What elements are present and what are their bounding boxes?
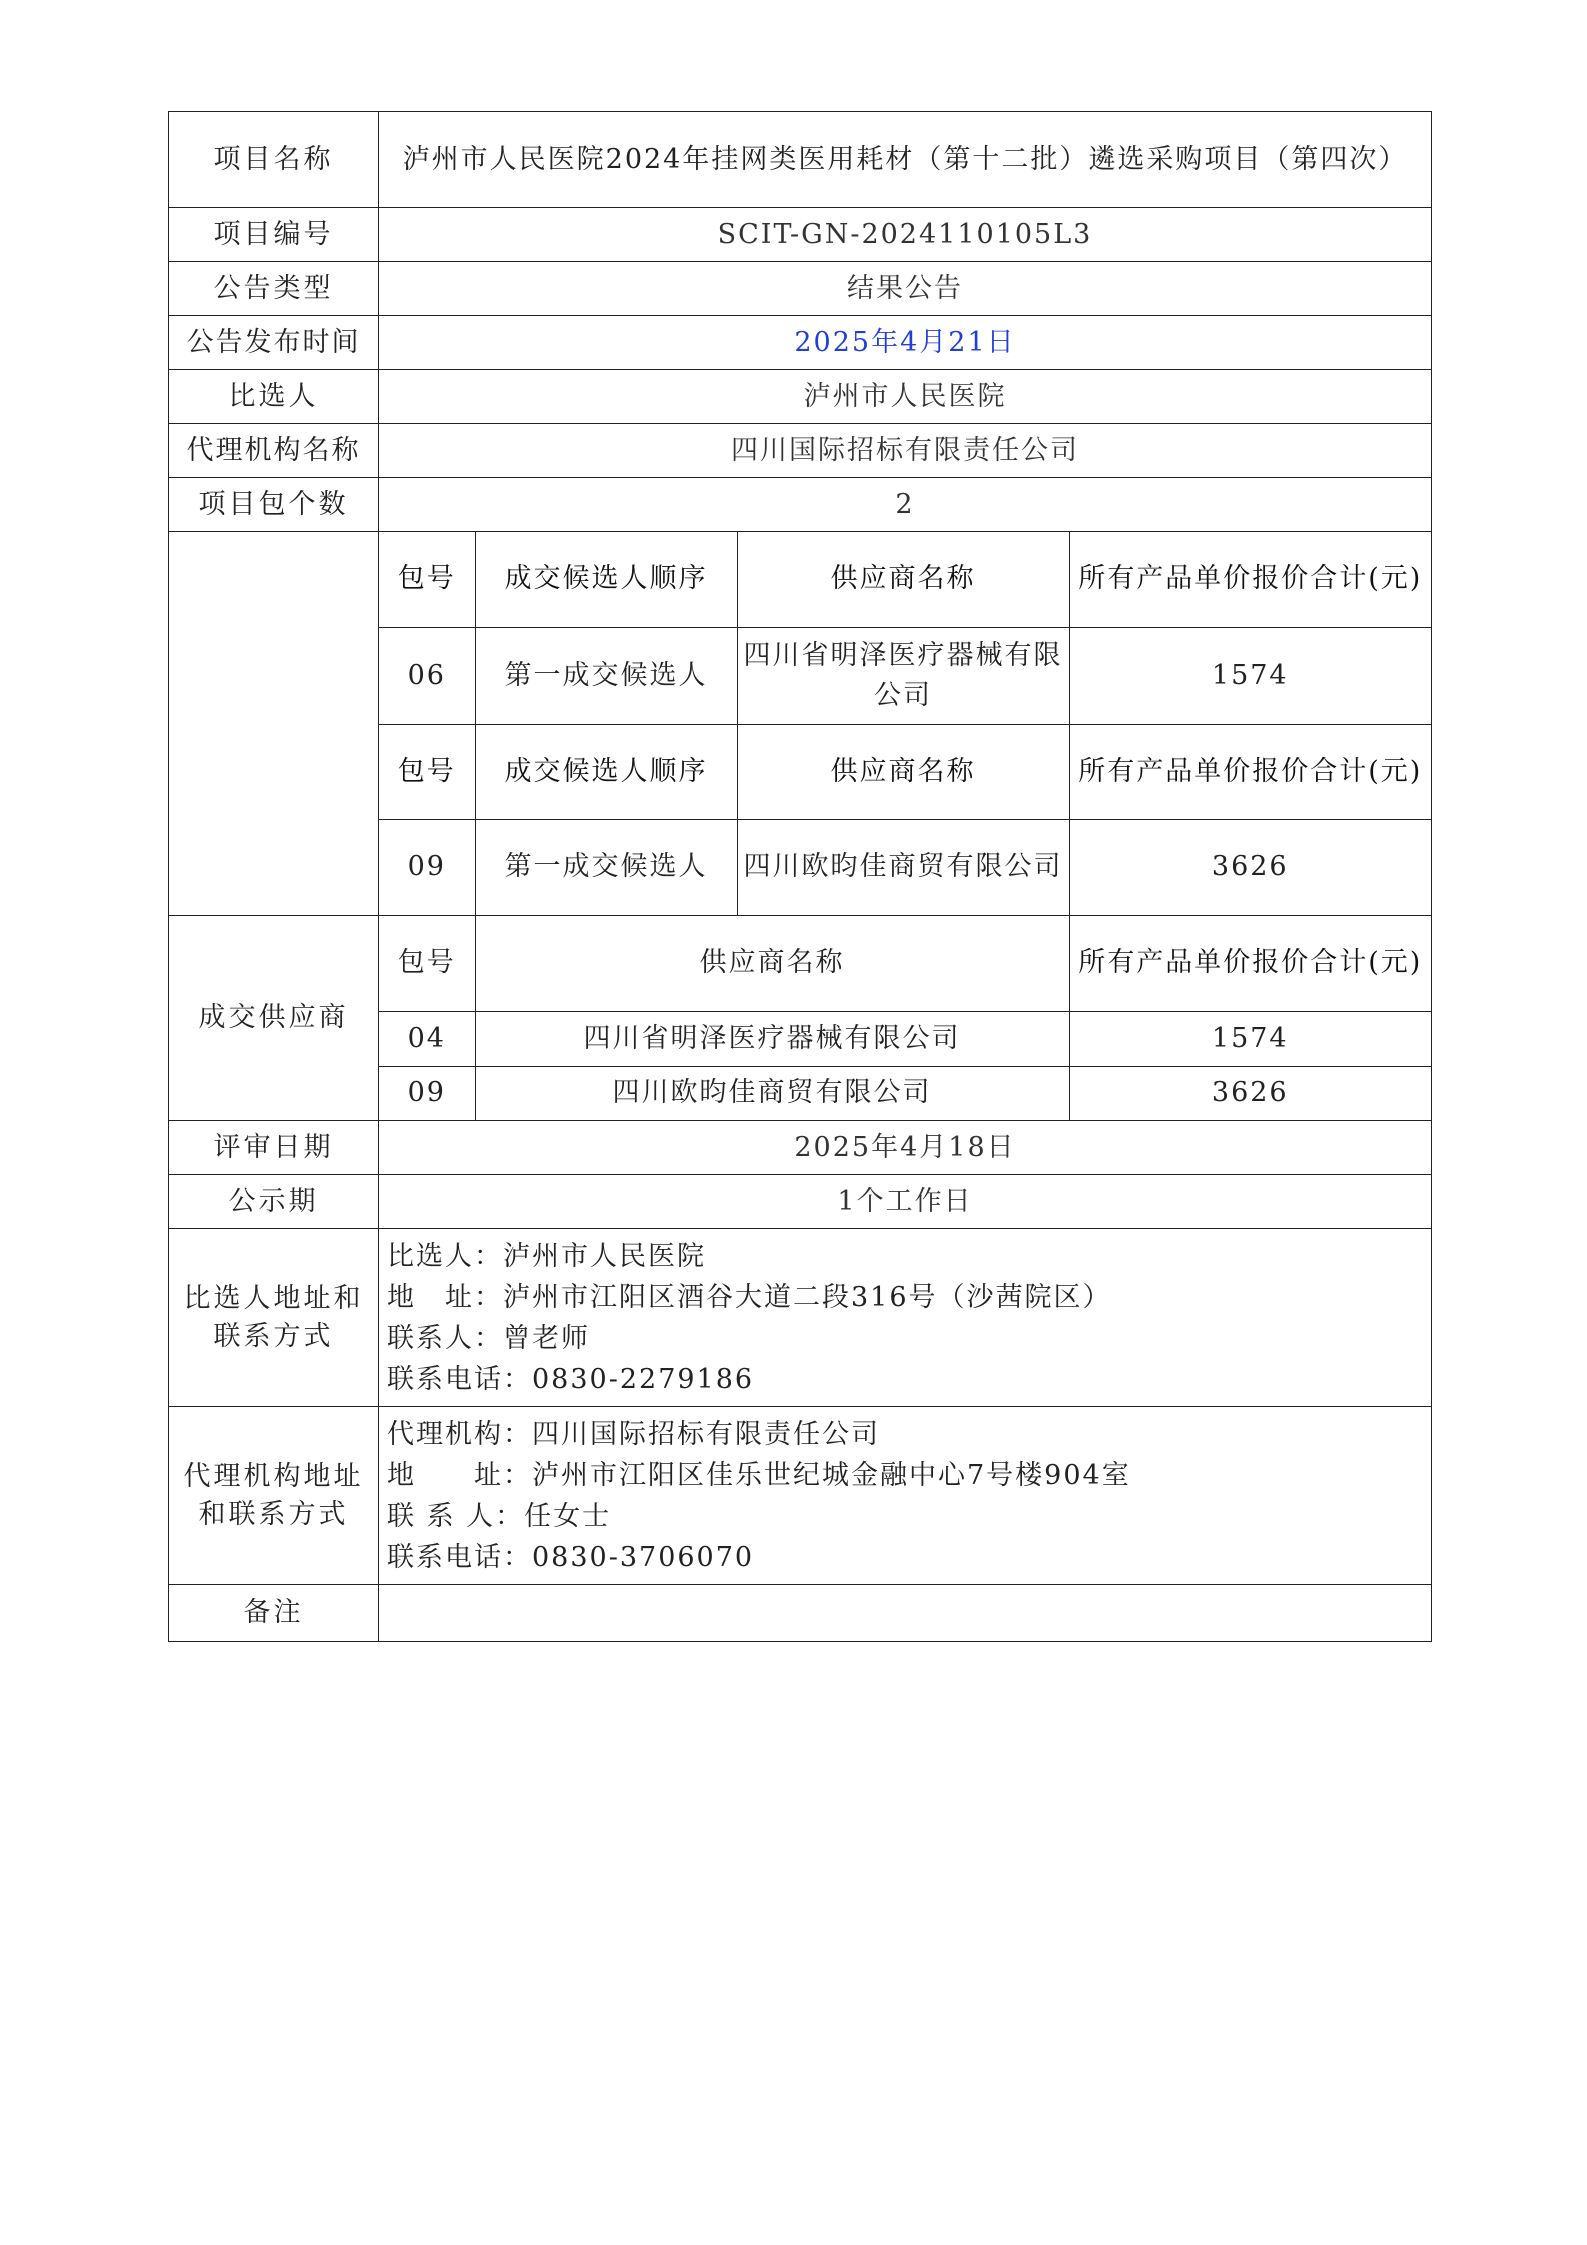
candidates-header-supplier: 供应商名称 — [737, 724, 1069, 819]
agency-contact-line: 地 址：泸州市江阳区佳乐世纪城金融中心7号楼904室 — [387, 1459, 1131, 1491]
winner-package: 04 — [379, 1011, 475, 1066]
publicity-label: 公示期 — [169, 1175, 379, 1229]
row-project-no — [169, 208, 1432, 262]
row-publish-time — [169, 316, 1432, 370]
candidates-header-row — [379, 532, 1431, 627]
row-selector — [169, 370, 1432, 424]
agency-label: 代理机构名称 — [169, 424, 379, 478]
candidates-label-empty — [169, 532, 379, 916]
row-agency — [169, 424, 1432, 478]
agency-value: 四川国际招标有限责任公司 — [379, 424, 1432, 478]
row-publicity — [169, 1175, 1432, 1229]
agency-contact-line: 联 系 人：任女士 — [387, 1500, 612, 1532]
agency-contact-line: 代理机构：四川国际招标有限责任公司 — [387, 1418, 880, 1450]
candidate-supplier: 四川省明泽医疗器械有限公司 — [737, 627, 1069, 724]
agency-contact-value — [379, 1407, 1432, 1585]
row-project-name — [169, 112, 1432, 208]
project-name-label: 项目名称 — [169, 112, 379, 208]
notice-type-value: 结果公告 — [379, 262, 1432, 316]
review-date-label: 评审日期 — [169, 1121, 379, 1175]
candidates-row — [379, 819, 1431, 915]
selector-contact-line: 联系电话：0830-2279186 — [387, 1363, 755, 1395]
candidates-cell — [379, 532, 1432, 916]
selector-contact-line: 联系人：曾老师 — [387, 1322, 590, 1354]
candidate-package: 06 — [379, 627, 475, 724]
candidates-header-package: 包号 — [379, 724, 475, 819]
package-count-value: 2 — [379, 478, 1432, 532]
selector-contact-label: 比选人地址和联系方式 — [169, 1229, 379, 1407]
row-selector-contact — [169, 1229, 1432, 1407]
row-notice-type — [169, 262, 1432, 316]
candidate-package: 09 — [379, 819, 475, 915]
row-review-date — [169, 1121, 1432, 1175]
notice-table — [168, 111, 1432, 1642]
project-no-value: SCIT-GN-2024110105L3 — [379, 208, 1432, 262]
winners-label: 成交供应商 — [169, 916, 379, 1121]
candidates-header-row — [379, 724, 1431, 819]
candidates-header-order: 成交候选人顺序 — [475, 724, 737, 819]
candidates-header-supplier: 供应商名称 — [737, 532, 1069, 627]
winners-header-row — [379, 916, 1431, 1011]
candidate-order: 第一成交候选人 — [475, 819, 737, 915]
project-name-value: 泸州市人民医院2024年挂网类医用耗材（第十二批）遴选采购项目（第四次） — [379, 112, 1432, 208]
candidates-header-package: 包号 — [397, 563, 456, 595]
review-date-value: 2025年4月18日 — [379, 1121, 1432, 1175]
winners-header-supplier: 供应商名称 — [475, 916, 1069, 1011]
remark-value — [379, 1585, 1432, 1642]
notice-type-label: 公告类型 — [169, 262, 379, 316]
row-package-count — [169, 478, 1432, 532]
candidates-header-total: 所有产品单价报价合计(元) — [1069, 724, 1431, 819]
selector-contact-line: 比选人：泸州市人民医院 — [387, 1240, 706, 1272]
row-winners — [169, 916, 1432, 1121]
winners-header-package: 包号 — [397, 947, 456, 979]
candidates-header-order: 成交候选人顺序 — [475, 532, 737, 627]
agency-contact-line: 联系电话：0830-3706070 — [387, 1541, 755, 1573]
winners-row — [379, 1066, 1431, 1120]
selector-label: 比选人 — [169, 370, 379, 424]
winners-table — [379, 916, 1431, 1120]
winners-row — [379, 1011, 1431, 1066]
candidate-order: 第一成交候选人 — [475, 627, 737, 724]
candidates-row — [379, 627, 1431, 724]
project-no-label: 项目编号 — [169, 208, 379, 262]
candidates-header-total: 所有产品单价报价合计(元) — [1069, 532, 1431, 627]
row-candidates — [169, 532, 1432, 916]
winner-supplier: 四川欧昀佳商贸有限公司 — [475, 1066, 1069, 1120]
agency-contact-label: 代理机构地址和联系方式 — [169, 1407, 379, 1585]
publish-time-value: 2025年4月21日 — [379, 316, 1432, 370]
winner-total: 1574 — [1069, 1011, 1431, 1066]
selector-value: 泸州市人民医院 — [379, 370, 1432, 424]
publish-time-label: 公告发布时间 — [169, 316, 379, 370]
row-agency-contact — [169, 1407, 1432, 1585]
row-remark — [169, 1585, 1432, 1642]
winner-supplier: 四川省明泽医疗器械有限公司 — [475, 1011, 1069, 1066]
winners-header-total: 所有产品单价报价合计(元) — [1069, 916, 1431, 1011]
candidate-total: 3626 — [1069, 819, 1431, 915]
candidate-total: 1574 — [1069, 627, 1431, 724]
package-count-label: 项目包个数 — [169, 478, 379, 532]
selector-contact-line: 地 址：泸州市江阳区酒谷大道二段316号（沙茜院区） — [387, 1281, 1112, 1313]
winners-cell — [379, 916, 1432, 1121]
publicity-value: 1个工作日 — [379, 1175, 1432, 1229]
winner-total: 3626 — [1069, 1066, 1431, 1120]
candidate-supplier: 四川欧昀佳商贸有限公司 — [737, 819, 1069, 915]
winner-package: 09 — [379, 1066, 475, 1120]
selector-contact-value — [379, 1229, 1432, 1407]
candidates-table — [379, 532, 1431, 915]
remark-label: 备注 — [169, 1585, 379, 1642]
